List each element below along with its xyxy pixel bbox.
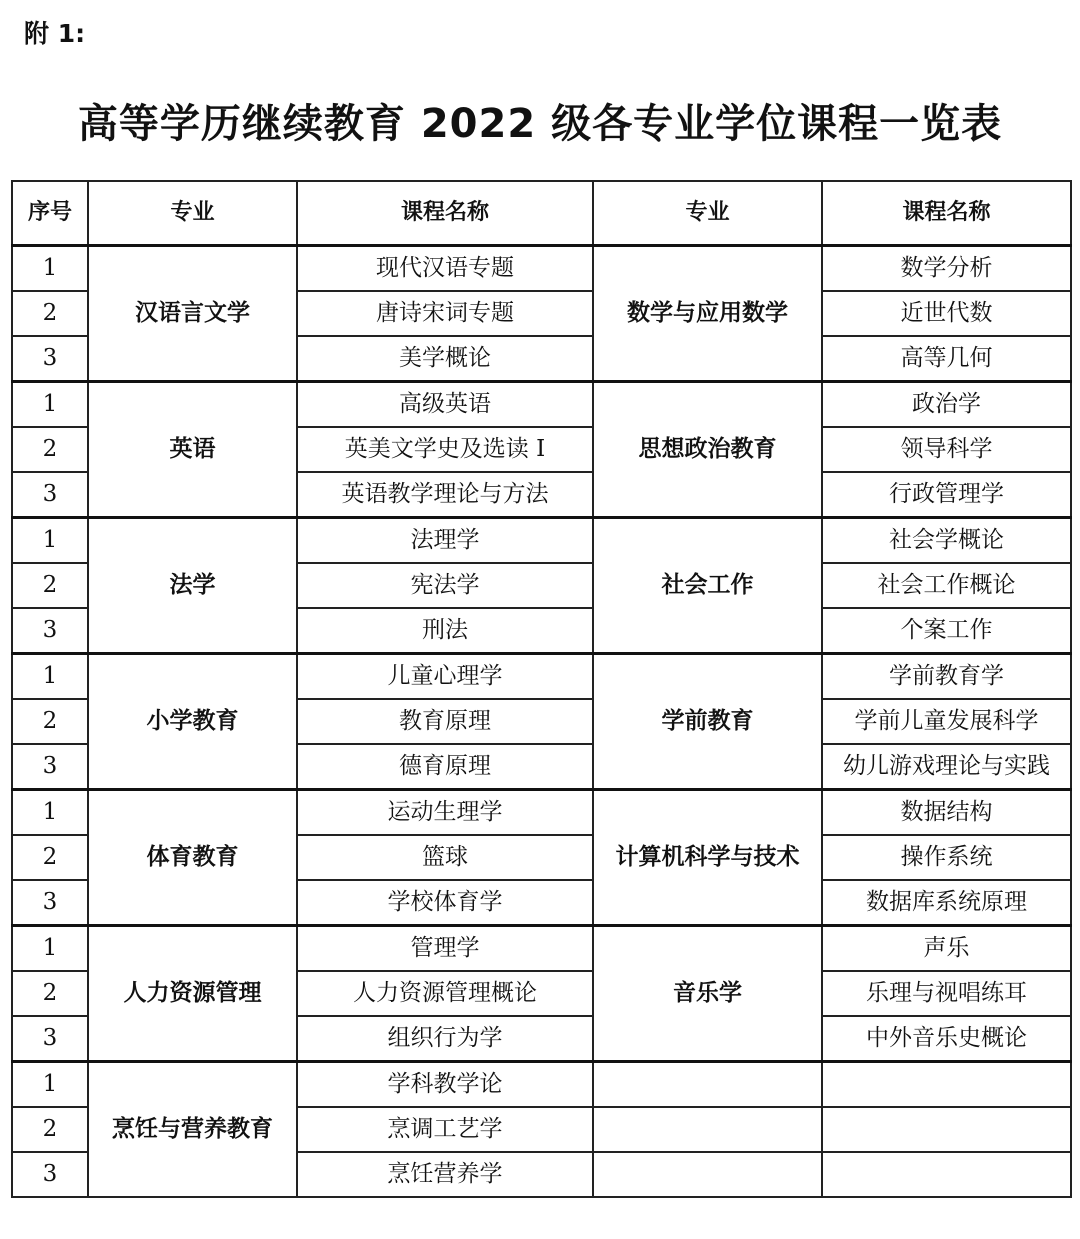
course-right: 声乐 xyxy=(822,926,1071,972)
seq-number: 1 xyxy=(12,790,88,836)
table-row xyxy=(12,926,1071,972)
course-left: 英语教学理论与方法 xyxy=(297,472,593,518)
header-row xyxy=(12,181,1071,246)
seq-number: 3 xyxy=(12,880,88,926)
seq-number: 2 xyxy=(12,291,88,336)
course-right: 领导科学 xyxy=(822,427,1071,472)
major-left: 法学 xyxy=(88,518,297,654)
seq-number: 2 xyxy=(12,1107,88,1152)
course-left: 学科教学论 xyxy=(297,1062,593,1108)
course-right: 个案工作 xyxy=(822,608,1071,654)
major-right-empty xyxy=(593,1107,822,1152)
seq-number: 2 xyxy=(12,835,88,880)
table-body xyxy=(12,246,1071,1198)
course-table xyxy=(11,180,1072,1198)
course-left: 人力资源管理概论 xyxy=(297,971,593,1016)
course-left: 组织行为学 xyxy=(297,1016,593,1062)
seq-number: 2 xyxy=(12,427,88,472)
course-left: 篮球 xyxy=(297,835,593,880)
header-major-right: 专业 xyxy=(593,181,822,246)
course-right: 行政管理学 xyxy=(822,472,1071,518)
major-left: 人力资源管理 xyxy=(88,926,297,1062)
seq-number: 1 xyxy=(12,518,88,564)
header-seq: 序号 xyxy=(12,181,88,246)
document-title: 高等学历继续教育 2022 级各专业学位课程一览表 xyxy=(77,101,1003,147)
major-left: 体育教育 xyxy=(88,790,297,926)
course-right: 学前教育学 xyxy=(822,654,1071,700)
seq-number: 1 xyxy=(12,654,88,700)
course-right xyxy=(822,1107,1071,1152)
course-right: 幼儿游戏理论与实践 xyxy=(822,744,1071,790)
course-left: 教育原理 xyxy=(297,699,593,744)
seq-number: 3 xyxy=(12,472,88,518)
course-left: 德育原理 xyxy=(297,744,593,790)
course-left: 唐诗宋词专题 xyxy=(297,291,593,336)
seq-number: 2 xyxy=(12,699,88,744)
course-right: 操作系统 xyxy=(822,835,1071,880)
table-row xyxy=(12,654,1071,700)
course-left: 运动生理学 xyxy=(297,790,593,836)
seq-number: 3 xyxy=(12,1152,88,1197)
major-right: 计算机科学与技术 xyxy=(593,790,822,926)
course-right: 中外音乐史概论 xyxy=(822,1016,1071,1062)
seq-number: 1 xyxy=(12,246,88,292)
seq-number: 2 xyxy=(12,971,88,1016)
major-right-empty xyxy=(593,1152,822,1197)
major-right: 数学与应用数学 xyxy=(593,246,822,382)
major-left: 汉语言文学 xyxy=(88,246,297,382)
seq-number: 3 xyxy=(12,336,88,382)
course-left: 法理学 xyxy=(297,518,593,564)
major-right: 音乐学 xyxy=(593,926,822,1062)
course-right: 乐理与视唱练耳 xyxy=(822,971,1071,1016)
seq-number: 2 xyxy=(12,563,88,608)
course-right: 数学分析 xyxy=(822,246,1071,292)
course-right: 学前儿童发展科学 xyxy=(822,699,1071,744)
course-left: 学校体育学 xyxy=(297,880,593,926)
course-left: 宪法学 xyxy=(297,563,593,608)
table-row xyxy=(12,790,1071,836)
major-left: 烹饪与营养教育 xyxy=(88,1062,297,1198)
major-right: 社会工作 xyxy=(593,518,822,654)
course-left: 现代汉语专题 xyxy=(297,246,593,292)
appendix-label: 附 1: xyxy=(24,19,86,48)
course-right xyxy=(822,1062,1071,1108)
course-left: 美学概论 xyxy=(297,336,593,382)
course-left: 管理学 xyxy=(297,926,593,972)
major-left: 英语 xyxy=(88,382,297,518)
course-right: 社会工作概论 xyxy=(822,563,1071,608)
seq-number: 1 xyxy=(12,382,88,428)
major-right-empty xyxy=(593,1062,822,1108)
header-courses-left: 课程名称 xyxy=(297,181,593,246)
table-row xyxy=(12,518,1071,564)
course-left: 烹饪营养学 xyxy=(297,1152,593,1197)
course-right xyxy=(822,1152,1071,1197)
course-right: 数据库系统原理 xyxy=(822,880,1071,926)
course-left: 刑法 xyxy=(297,608,593,654)
course-left: 儿童心理学 xyxy=(297,654,593,700)
seq-number: 1 xyxy=(12,926,88,972)
course-left: 高级英语 xyxy=(297,382,593,428)
course-right: 数据结构 xyxy=(822,790,1071,836)
course-right: 社会学概论 xyxy=(822,518,1071,564)
header-courses-right: 课程名称 xyxy=(822,181,1071,246)
major-right: 思想政治教育 xyxy=(593,382,822,518)
header-major-left: 专业 xyxy=(88,181,297,246)
course-left: 烹调工艺学 xyxy=(297,1107,593,1152)
table-row xyxy=(12,382,1071,428)
table-row xyxy=(12,1062,1071,1108)
seq-number: 3 xyxy=(12,1016,88,1062)
course-right: 近世代数 xyxy=(822,291,1071,336)
course-right: 高等几何 xyxy=(822,336,1071,382)
course-left: 英美文学史及选读 I xyxy=(297,427,593,472)
seq-number: 3 xyxy=(12,744,88,790)
course-right: 政治学 xyxy=(822,382,1071,428)
major-left: 小学教育 xyxy=(88,654,297,790)
seq-number: 1 xyxy=(12,1062,88,1108)
seq-number: 3 xyxy=(12,608,88,654)
major-right: 学前教育 xyxy=(593,654,822,790)
table-row xyxy=(12,246,1071,292)
